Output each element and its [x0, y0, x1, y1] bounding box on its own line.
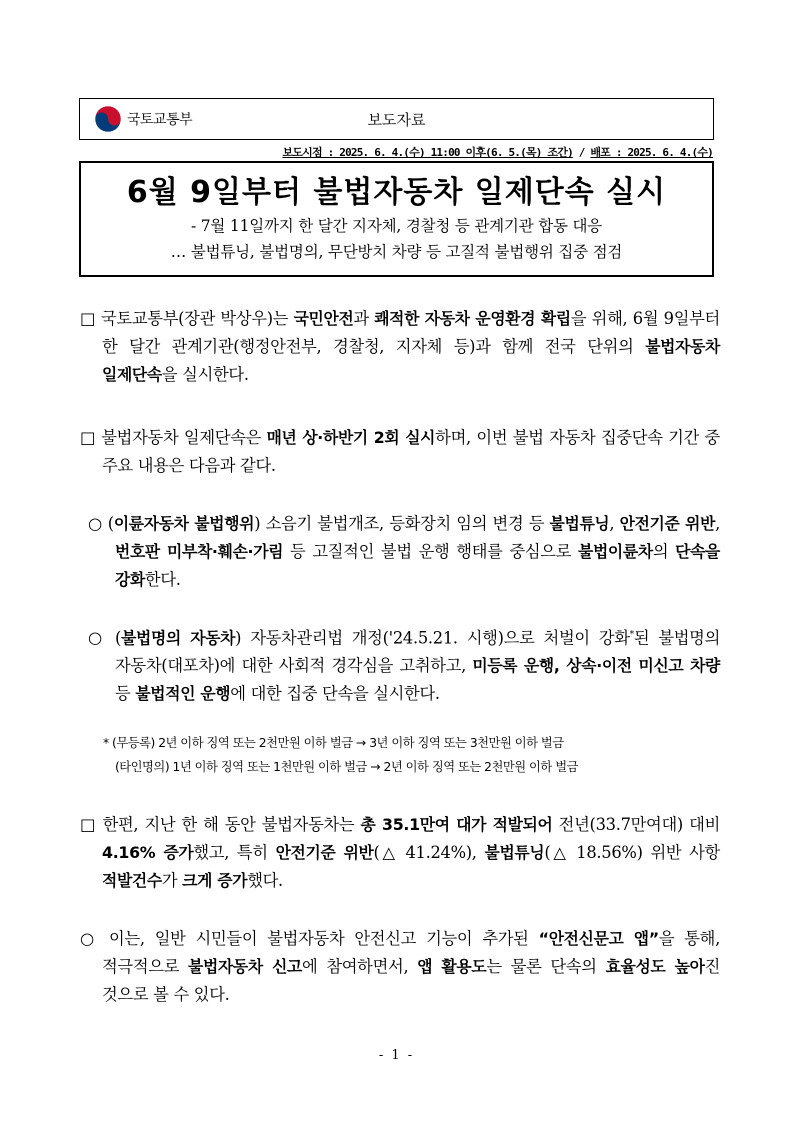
subtitle-line-2: … 불법튜닝, 불법명의, 무단방치 차량 등 고질적 불법행위 집중 점검: [170, 243, 623, 261]
text: 국토교통부(장관 박상우)는: [100, 309, 294, 328]
text: (△ 18.56%) 위반 사항: [544, 843, 720, 862]
bold-text: 불법튜닝: [549, 514, 610, 533]
paragraph-6: [80, 925, 720, 1009]
paragraph-1: [80, 305, 720, 389]
bold-text: 미등록 운행, 상속·이전 미신고 차량: [472, 656, 721, 676]
paragraph-2: [80, 424, 720, 480]
embargo-separator: /: [572, 146, 591, 159]
text: 에 참여하면서,: [302, 957, 418, 976]
bold-text: 불법이륜차: [578, 542, 653, 561]
text: 불법자동차 일제단속은: [101, 428, 267, 447]
text: 는 물론 단속의: [486, 957, 606, 976]
text: 진 것으로 볼 수 있다.: [102, 957, 720, 1004]
text: 을 실시한다.: [161, 365, 249, 384]
circle-bullet: ○: [88, 514, 108, 533]
footnote: [103, 731, 723, 779]
bold-text: 단속을 강화: [115, 542, 720, 589]
page-number: - 1 -: [378, 1048, 415, 1063]
text: ,: [609, 514, 620, 533]
bold-text: 매년 상·하반기 2회 실시: [266, 428, 436, 447]
bold-text: 적발건수: [102, 871, 162, 890]
text: (: [107, 514, 114, 533]
bold-text: 총 35.1만여 대가 적발되어: [360, 815, 553, 834]
bold-text: 불법적인 운행: [135, 684, 231, 704]
footnote-line-1: * (무등록) 2년 이하 징역 또는 2천만원 이하 벌금 → 3년 이하 징역 또는 3천만원 이하 벌금: [103, 736, 564, 750]
text: (: [115, 628, 122, 648]
bold-text: 불법자동차 일제단속: [102, 337, 720, 384]
bold-text: 안전기준 위반: [619, 514, 716, 533]
text: 한다.: [144, 570, 181, 589]
text: 등 고질적인 불법 운행 행태를 중심으로: [283, 542, 579, 561]
distribution-date: 배포 : 2025. 6. 4.(수): [590, 146, 713, 159]
bold-text: 불법명의 자동차: [121, 628, 236, 648]
bold-text: 쾌적한 자동차 운영환경 확립: [374, 309, 571, 328]
text: ,: [715, 514, 720, 533]
footnote-mark: *: [629, 630, 634, 640]
bold-text: 번호판 미부착·훼손·가림: [115, 542, 284, 561]
subtitle-line-1: - 7월 11일까지 한 달간 지자체, 경찰청 등 관계기관 합동 대응: [190, 217, 603, 235]
footnote-line-2: (타인명의) 1년 이하 징역 또는 1천만원 이하 벌금 → 2년 이하 징역 또는 2천만원 이하 벌금: [115, 760, 578, 774]
text: 하며, 이번 불법 자동차 집중단속 기간 중 주요 내용은 다음과 같다.: [102, 428, 720, 475]
paragraph-5: [80, 811, 720, 895]
bold-text: 불법튜닝: [484, 843, 545, 862]
text: (△ 41.24%),: [373, 843, 485, 862]
document-type: 보도자료: [367, 111, 426, 129]
text: 된 불법명의 자동차(대포차)에 대한 사회적 경각심을 고취하고,: [115, 628, 720, 676]
paragraph-3: [80, 510, 720, 594]
bold-text: 이륜자동차 불법행위: [113, 514, 255, 533]
text: 한편, 지난 한 해 동안 불법자동차는: [102, 815, 361, 834]
circle-bullet: ○: [80, 929, 109, 948]
bold-text: 효율성도 높아: [605, 957, 705, 976]
circle-bullet: ○: [88, 628, 116, 648]
text: 을 위해, 6월 9일부터 한 달간 관계기관(행정안전부, 경찰청, 지자체 등)과 함께 전국 단위의: [102, 309, 720, 356]
title-box: [79, 161, 714, 277]
text: 가: [161, 871, 183, 890]
ministry-name: 국토교통부: [127, 112, 193, 128]
bold-text: 크게 증가: [182, 871, 248, 890]
press-header-box: [79, 98, 714, 140]
text: ) 소음기 불법개조, 등화장치 임의 변경 등: [254, 514, 550, 533]
text: 했다.: [247, 871, 283, 890]
page-title: 6월 9일부터 불법자동차 일제단속 실시: [126, 175, 667, 210]
text: 과: [353, 309, 375, 328]
bold-text: 안전기준 위반: [275, 843, 374, 862]
checkbox-bullet: □: [80, 428, 102, 447]
bold-text: 앱 활용도: [417, 957, 487, 976]
bold-text: 4.16% 증가: [102, 843, 194, 862]
embargo-time: 보도시점 : 2025. 6. 4.(수) 11:00 이후(6. 5.(목) 조간): [282, 146, 573, 159]
text: ) 자동차관리법 개정('24.5.21. 시행)으로 처벌이 강화: [235, 628, 630, 648]
text: 의: [652, 542, 676, 561]
paragraph-4: [80, 621, 720, 708]
bold-text: 국민안전: [293, 309, 354, 328]
bold-text: 불법자동차 신고: [188, 957, 302, 976]
text: 이는, 일반 시민들이 불법자동차 안전신고 기능이 추가된: [109, 929, 539, 948]
text: 등: [115, 684, 136, 704]
checkbox-bullet: □: [80, 815, 103, 834]
embargo-line: [282, 144, 713, 160]
text: 을 통해, 적극적으로: [102, 929, 720, 976]
text: 에 대한 집중 단속을 실시한다.: [230, 684, 440, 704]
text: 전년(33.7만여대) 대비: [552, 815, 720, 834]
bold-text: “안전신문고 앱”: [538, 929, 659, 948]
checkbox-bullet: □: [80, 309, 101, 328]
text: 했고, 특히: [193, 843, 276, 862]
